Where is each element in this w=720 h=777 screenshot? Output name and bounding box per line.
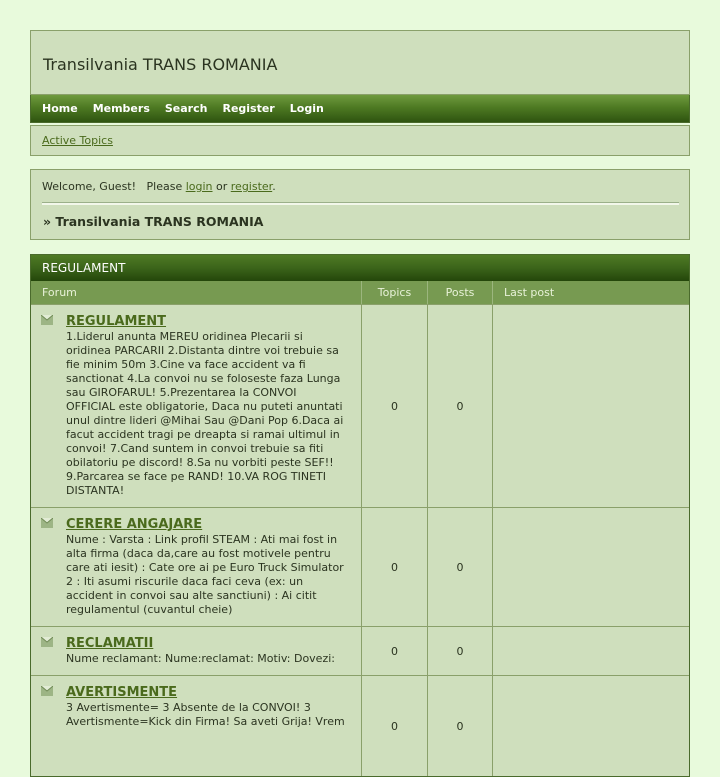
welcome-middle: or	[212, 180, 231, 193]
welcome-suffix: .	[272, 180, 276, 193]
last-post-cell	[493, 305, 689, 507]
login-link[interactable]: login	[185, 180, 213, 193]
forum-row	[31, 507, 689, 626]
welcome-prefix: Welcome, Guest! Please	[42, 180, 186, 193]
col-posts: Posts	[428, 281, 493, 304]
forum-cell	[31, 305, 362, 507]
forum-row	[31, 304, 689, 507]
nav-home[interactable]: Home	[42, 102, 78, 115]
col-forum: Forum	[31, 281, 362, 304]
forum-read-icon	[41, 637, 53, 647]
forum-category	[30, 254, 690, 777]
nav-search[interactable]: Search	[164, 102, 208, 115]
board-title[interactable]: Transilvania TRANS ROMANIA	[43, 55, 278, 74]
col-topics: Topics	[362, 281, 428, 304]
forum-description: 3 Avertismente= 3 Absente de la CONVOI! 3 Avertismente=Kick din Firma! Sa aveti Grija! Vrem	[66, 701, 345, 728]
forum-row	[31, 675, 689, 776]
category-title[interactable]: REGULAMENT	[31, 255, 689, 281]
divider	[42, 202, 679, 205]
forum-row	[31, 626, 689, 675]
nav-register[interactable]: Register	[222, 102, 275, 115]
forum-description: Nume : Varsta : Link profil STEAM : Ati mai fost in alta firma (daca da,care au fost motivele pentru care ati iesit) : Cate ore ai pe Euro Truck Simulator 2 : Iti asumi riscurile daca faci ceva (ex: un accident in convoi sau alte sanctiuni) : Ai citit regulamentul (cuvantul cheie)	[66, 533, 344, 616]
posts-count: 0	[428, 508, 493, 626]
welcome-message	[42, 180, 276, 193]
forum-link[interactable]: REGULAMENT	[66, 314, 167, 329]
forum-read-icon	[41, 518, 53, 528]
last-post-cell	[493, 508, 689, 626]
forum-link[interactable]: CERERE ANGAJARE	[66, 517, 203, 532]
forum-link[interactable]: AVERTISMENTE	[66, 685, 178, 700]
posts-count: 0	[428, 627, 493, 675]
sub-navbar	[30, 125, 690, 156]
posts-count: 0	[428, 676, 493, 776]
nav-login[interactable]: Login	[289, 102, 324, 115]
nav-members[interactable]: Members	[92, 102, 150, 115]
topics-count: 0	[362, 627, 428, 675]
column-headers	[31, 281, 689, 304]
forum-link[interactable]: RECLAMATII	[66, 636, 154, 651]
topics-count: 0	[362, 676, 428, 776]
board-header	[30, 30, 690, 95]
forum-description: Nume reclamant: Nume:reclamat: Motiv: Dovezi:	[66, 652, 335, 665]
forum-read-icon	[41, 315, 53, 325]
breadcrumb: » Transilvania TRANS ROMANIA	[43, 214, 264, 229]
register-link[interactable]: register	[230, 180, 273, 193]
page-wrapper	[30, 30, 690, 777]
info-box	[30, 169, 690, 240]
last-post-cell	[493, 676, 689, 776]
last-post-cell	[493, 627, 689, 675]
forum-cell	[31, 508, 362, 626]
main-navbar	[30, 95, 690, 123]
col-last-post: Last post	[504, 286, 555, 299]
topics-count: 0	[362, 305, 428, 507]
forum-description: 1.Liderul anunta MEREU oridinea Plecarii si oridinea PARCARII 2.Distanta dintre voi trebuie sa fie minim 50m 3.Cine va face accident va fi sanctionat 4.La convoi nu se foloseste faza Lunga sau GIROFARUL! 5.Prezentarea la CONVOI OFFICIAL este obligatorie, Daca nu puteti anuntati unul dintre lideri @Mihai Sau @Dani Pop 6.Daca ai facut accident tragi pe dreapta si ramai ultimul in convoi! 7.Cand suntem in convoi trebuie sa fiti obilatoriu pe discord! 8.Sa nu vorbiti peste SEF!! 9.Parcarea se face pe RAND! 10.VA ROG TINETI DISTANTA!	[66, 330, 344, 497]
forum-read-icon	[41, 686, 53, 696]
topics-count: 0	[362, 508, 428, 626]
posts-count: 0	[428, 305, 493, 507]
forum-cell	[31, 627, 362, 675]
forum-cell	[31, 676, 362, 776]
active-topics-link[interactable]: Active Topics	[42, 134, 113, 147]
